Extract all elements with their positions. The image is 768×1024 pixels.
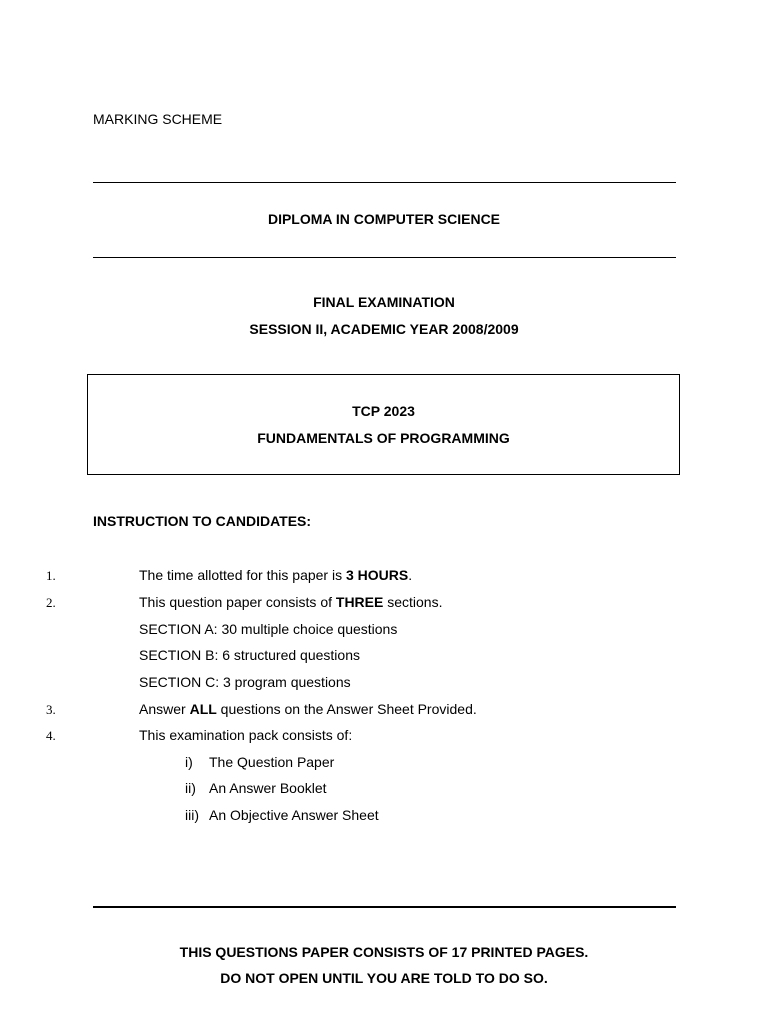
instruction-number: 3. <box>46 702 56 717</box>
exam-title: FINAL EXAMINATION <box>313 294 455 310</box>
marking-scheme-label: MARKING SCHEME <box>93 111 223 127</box>
do-not-open-notice: DO NOT OPEN UNTIL YOU ARE TOLD TO DO SO. <box>220 970 548 986</box>
top-divider <box>93 182 676 183</box>
course-title: FUNDAMENTALS OF PROGRAMMING <box>257 430 510 446</box>
pack-item-answer-booklet: An Answer Booklet <box>209 780 327 796</box>
instructions-heading: INSTRUCTION TO CANDIDATES: <box>93 513 312 529</box>
pack-item-objective-sheet: An Objective Answer Sheet <box>209 807 379 823</box>
section-c-line: SECTION C: 3 program questions <box>139 674 351 690</box>
pages-notice: THIS QUESTIONS PAPER CONSISTS OF 17 PRINTED PAGES. <box>179 944 589 960</box>
instruction-time: The time allotted for this paper is 3 HOURS. <box>139 567 413 583</box>
instruction-answer-all: Answer ALL questions on the Answer Sheet Provided. <box>139 701 477 717</box>
course-box <box>87 374 680 475</box>
footer-divider <box>93 906 676 908</box>
section-b-line: SECTION B: 6 structured questions <box>139 647 360 663</box>
pack-item-question-paper: The Question Paper <box>209 754 335 770</box>
instruction-number: 4. <box>46 728 56 743</box>
session-title: SESSION II, ACADEMIC YEAR 2008/2009 <box>249 321 519 337</box>
pack-item-number: iii) <box>185 807 199 823</box>
section-a-line: SECTION A: 30 multiple choice questions <box>139 621 398 637</box>
instruction-sections: This question paper consists of THREE sections. <box>139 594 443 610</box>
instruction-pack: This examination pack consists of: <box>139 727 353 743</box>
course-code: TCP 2023 <box>352 403 415 419</box>
programme-title: DIPLOMA IN COMPUTER SCIENCE <box>267 211 501 227</box>
pack-item-number: i) <box>185 754 193 770</box>
instruction-number: 1. <box>46 568 56 583</box>
pack-item-number: ii) <box>185 780 196 796</box>
instruction-number: 2. <box>46 595 56 610</box>
programme-divider <box>93 257 676 258</box>
